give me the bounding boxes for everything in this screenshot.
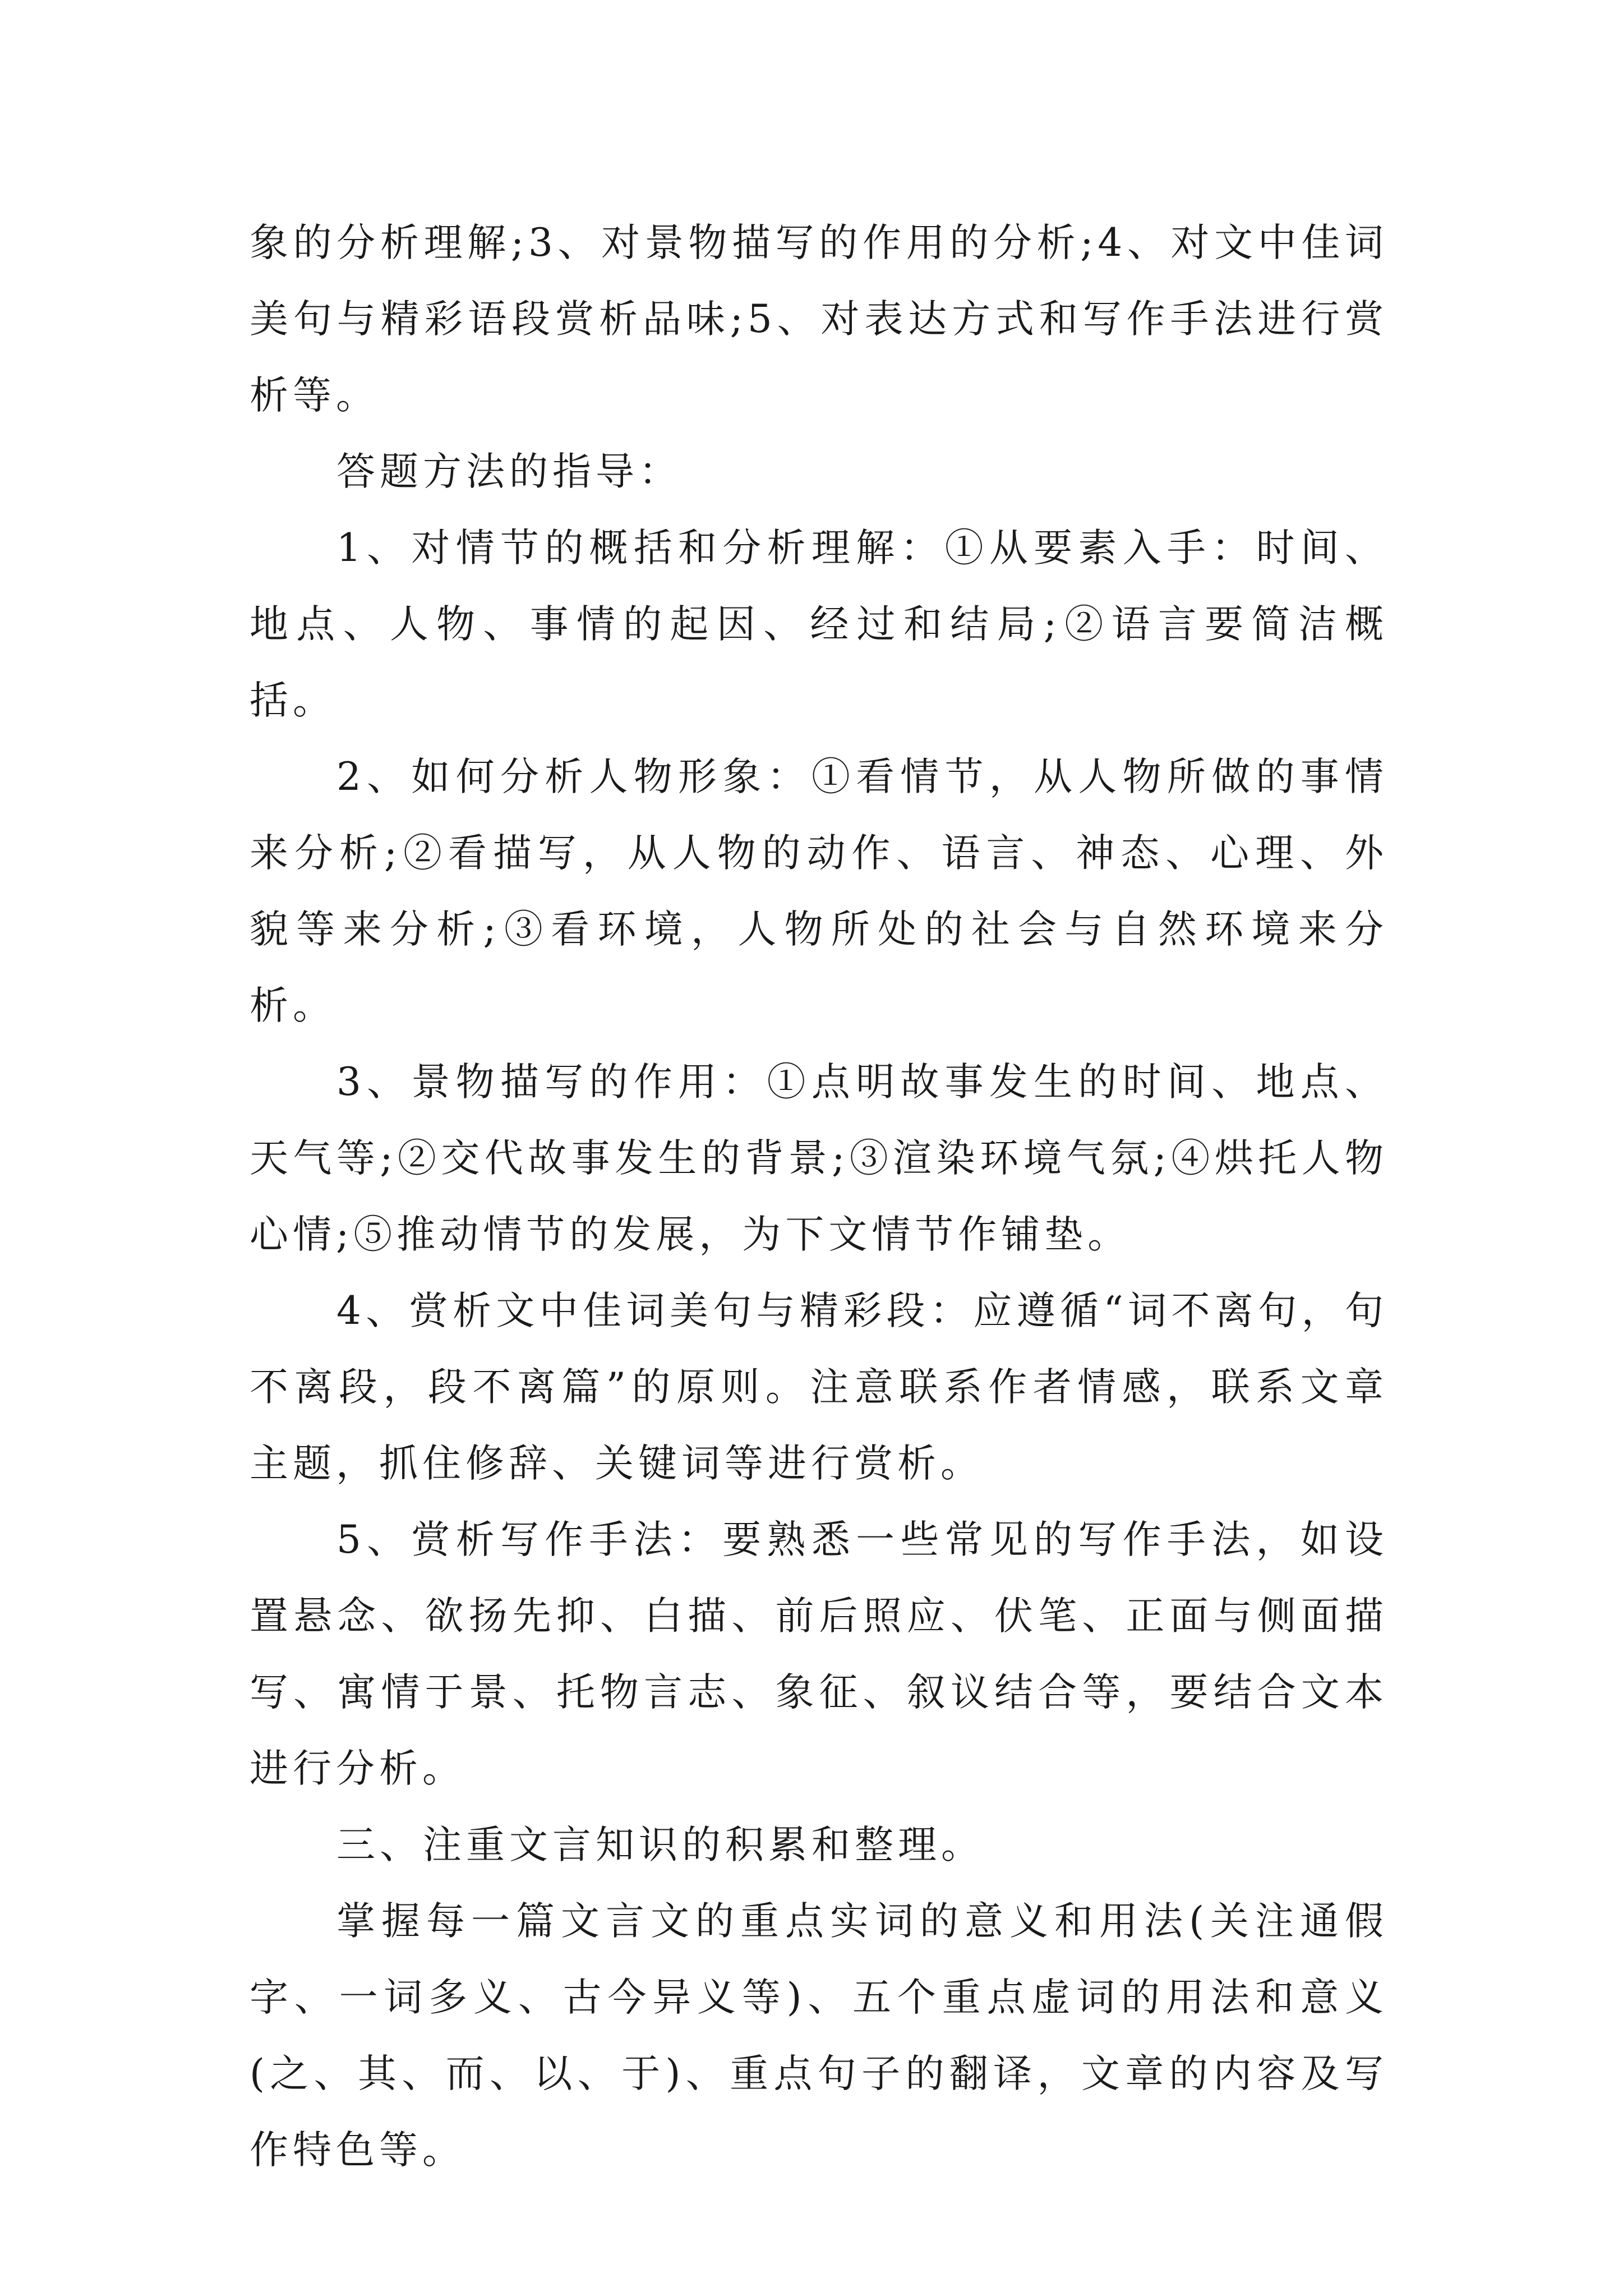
paragraph-item-5: 5、赏析写作手法：要熟悉一些常见的写作手法，如设置悬念、欲扬先抑、白描、前后照应、伏笔、正面与侧面描写、寓情于景、托物言志、象征、叙议结合等，要结合文本进行分析。	[250, 1517, 1388, 1791]
paragraph-section-three-heading: 三、注重文言知识的积累和整理。	[336, 1823, 984, 1867]
paragraph-item-4: 4、赏析文中佳词美句与精彩段：应遵循“词不离句，句不离段，段不离篇”的原则。注意联系作者情感，联系文章主题，抓住修辞、关键词等进行赏析。	[250, 1289, 1388, 1486]
paragraph-item-3: 3、景物描写的作用：①点明故事发生的时间、地点、天气等;②交代故事发生的背景;③渲染环境气氛;④烘托人物心情;⑤推动情节的发展，为下文情节作铺垫。	[250, 1060, 1388, 1257]
paragraph-continuation: 象的分析理解;3、对景物描写的作用的分析;4、对文中佳词美句与精彩语段赏析品味;5、对表达方式和写作手法进行赏析等。	[250, 220, 1388, 418]
paragraph-heading-method: 答题方法的指导：	[336, 449, 682, 494]
paragraph-item-2: 2、如何分析人物形象：①看情节，从人物所做的事情来分析;②看描写，从人物的动作、语言、神态、心理、外貌等来分析;③看环境，人物所处的社会与自然环境来分析。	[250, 754, 1388, 1028]
document-body	[250, 205, 1388, 2188]
paragraph-section-three-body: 掌握每一篇文言文的重点实词的意义和用法(关注通假字、一词多义、古今异义等)、五个重点虚词的用法和意义(之、其、而、以、于)、重点句子的翻译，文章的内容及写作特色等。	[250, 1899, 1388, 2173]
paragraph-item-1: 1、对情节的概括和分析理解：①从要素入手：时间、地点、人物、事情的起因、经过和结局;②语言要简洁概括。	[250, 526, 1388, 723]
